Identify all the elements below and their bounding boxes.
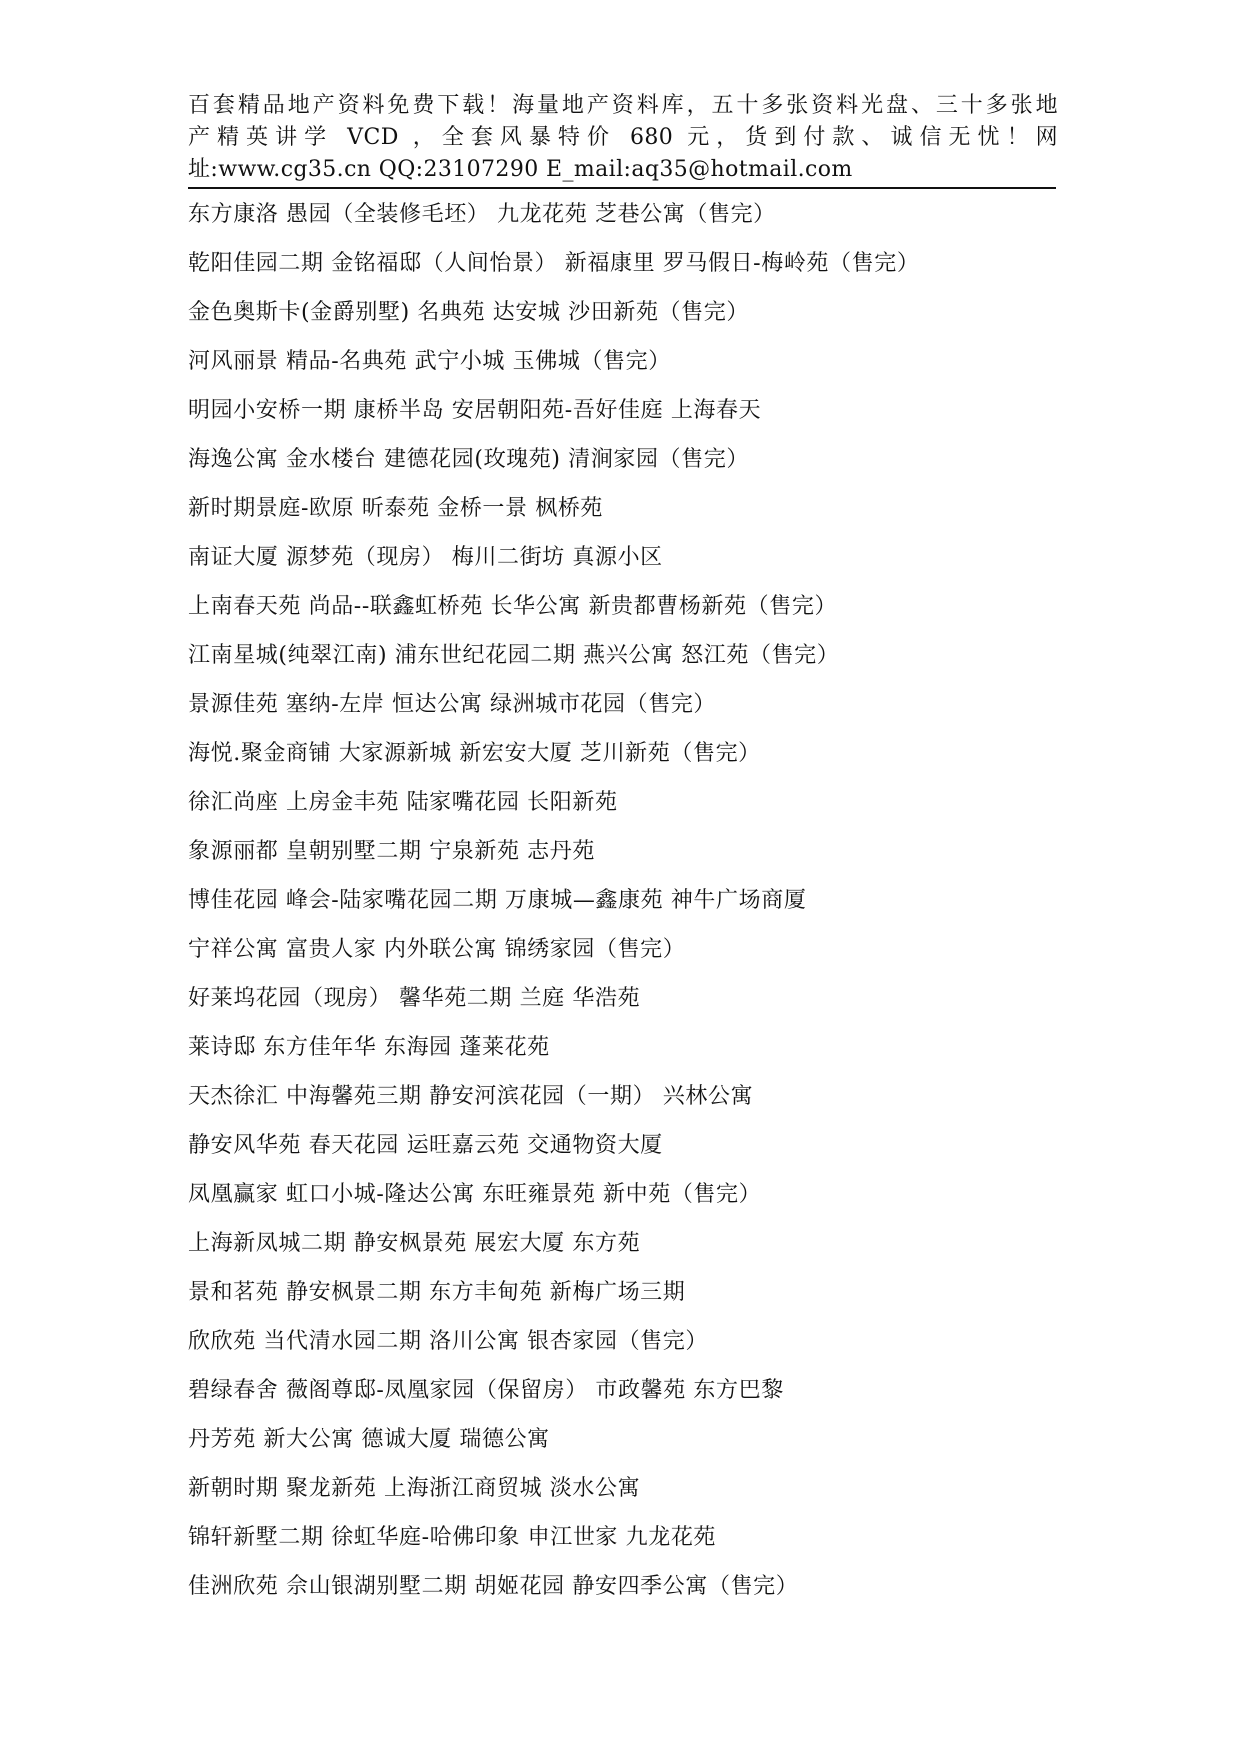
property-list [188, 196, 1088, 1617]
list-item: 徐汇尚座 上房金丰苑 陆家嘴花园 长阳新苑 [188, 790, 618, 815]
list-item: 莱诗邸 东方佳年华 东海园 蓬莱花苑 [188, 1035, 550, 1060]
list-item: 博佳花园 峰会-陆家嘴花园二期 万康城—鑫康苑 神牛广场商厦 [188, 888, 807, 913]
list-item: 东方康洛 愚园（全装修毛坯） 九龙花苑 芝巷公寓（售完） [188, 202, 776, 227]
list-item: 新时期景庭-欧原 昕泰苑 金桥一景 枫桥苑 [188, 496, 604, 521]
list-item: 南证大厦 源梦苑（现房） 梅川二街坊 真源小区 [188, 545, 663, 570]
list-item: 金色奥斯卡(金爵别墅) 名典苑 达安城 沙田新苑（售完） [188, 300, 749, 325]
list-item: 佳洲欣苑 佘山银湖别墅二期 胡姬花园 静安四季公寓（售完） [188, 1574, 799, 1599]
list-item: 上南春天苑 尚品--联鑫虹桥苑 长华公寓 新贵都曹杨新苑（售完） [188, 594, 838, 619]
list-item: 静安风华苑 春天花园 运旺嘉云苑 交通物资大厦 [188, 1133, 663, 1158]
list-item: 上海新凤城二期 静安枫景苑 展宏大厦 东方苑 [188, 1231, 641, 1256]
list-item: 景源佳苑 塞纳-左岸 恒达公寓 绿洲城市花园（售完） [188, 692, 717, 717]
list-item: 凤凰赢家 虹口小城-隆达公寓 东旺雍景苑 新中苑（售完） [188, 1182, 762, 1207]
list-item: 景和茗苑 静安枫景二期 东方丰甸苑 新梅广场三期 [188, 1280, 686, 1305]
list-item: 海逸公寓 金水楼台 建德花园(玫瑰苑) 清涧家园（售完） [188, 447, 749, 472]
list-item: 欣欣苑 当代清水园二期 洛川公寓 银杏家园（售完） [188, 1329, 708, 1354]
list-item: 明园小安桥一期 康桥半岛 安居朝阳苑-吾好佳庭 上海春天 [188, 398, 762, 423]
list-item: 丹芳苑 新大公寓 德诚大厦 瑞德公寓 [188, 1427, 550, 1452]
header-line-3: 址:www.cg35.cn QQ:23107290 E_mail:aq35@hotmail.com [188, 157, 853, 182]
list-item: 河风丽景 精品-名典苑 武宁小城 玉佛城（售完） [188, 349, 671, 374]
header-line-1: 百套精品地产资料免费下载！海量地产资料库，五十多张资料光盘、三十多张地 [188, 93, 1058, 118]
header-line-2: 产精英讲学 VCD ，全套风暴特价 680 元，货到付款、诚信无忧！网 [188, 125, 1058, 150]
list-item: 宁祥公寓 富贵人家 内外联公寓 锦绣家园（售完） [188, 937, 686, 962]
list-item: 象源丽都 皇朝别墅二期 宁泉新苑 志丹苑 [188, 839, 595, 864]
list-item: 好莱坞花园（现房） 馨华苑二期 兰庭 华浩苑 [188, 986, 641, 1011]
list-item: 海悦.聚金商铺 大家源新城 新宏安大厦 芝川新苑（售完） [188, 741, 761, 766]
list-item: 江南星城(纯翠江南) 浦东世纪花园二期 燕兴公寓 怒江苑（售完） [188, 643, 840, 668]
list-item: 乾阳佳园二期 金铭福邸（人间怡景） 新福康里 罗马假日-梅岭苑（售完） [188, 251, 920, 276]
list-item: 新朝时期 聚龙新苑 上海浙江商贸城 淡水公寓 [188, 1476, 641, 1501]
header-divider [188, 187, 1056, 189]
list-item: 碧绿春舍 薇阁尊邸-凤凰家园（保留房） 市政馨苑 东方巴黎 [188, 1378, 784, 1403]
page-header [188, 90, 1058, 186]
list-item: 天杰徐汇 中海馨苑三期 静安河滨花园（一期） 兴林公寓 [188, 1084, 754, 1109]
list-item: 锦轩新墅二期 徐虹华庭-哈佛印象 申江世家 九龙花苑 [188, 1525, 717, 1550]
